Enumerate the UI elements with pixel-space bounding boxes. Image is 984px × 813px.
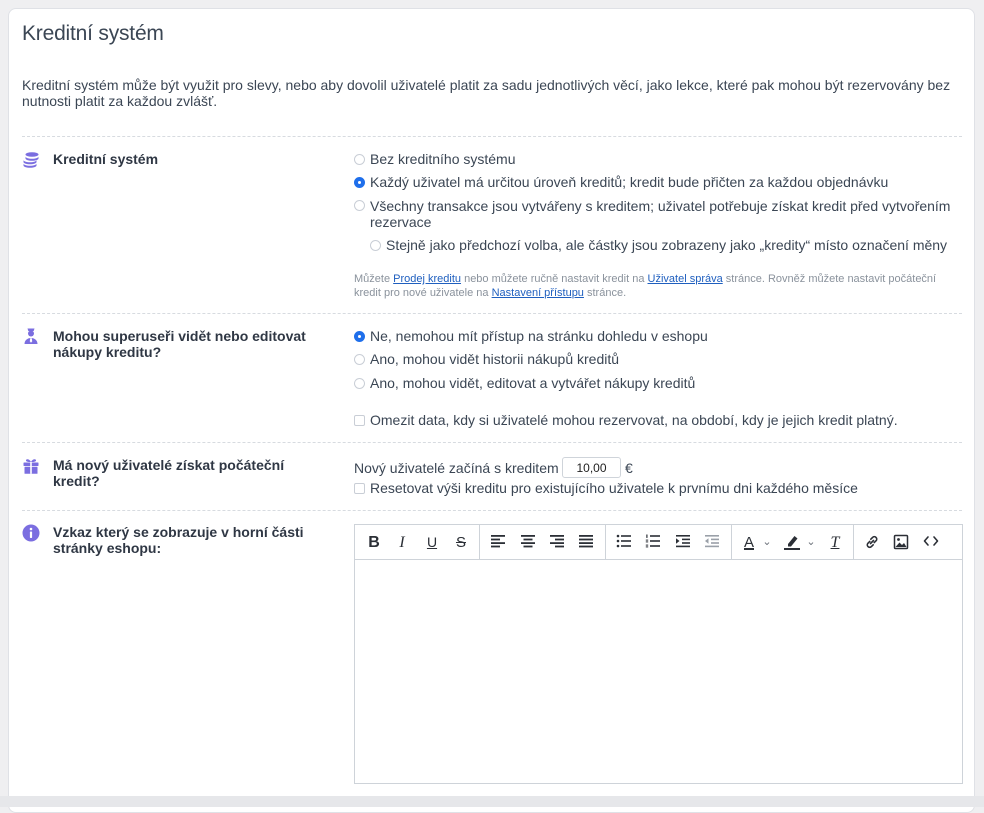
option-superusers-no-access[interactable]: Ne, nemohou mít přístup na stránku dohledu v eshopu — [370, 328, 708, 344]
page-bottom-edge — [0, 796, 984, 807]
underline-button[interactable]: U — [426, 534, 438, 550]
link-access-settings[interactable]: Nastavení přístupu — [491, 287, 584, 299]
coins-icon — [22, 151, 40, 169]
checkbox-reset-monthly[interactable] — [354, 483, 365, 494]
toolbar-separator — [731, 525, 732, 559]
radio-all-transactions-credit[interactable] — [354, 200, 365, 211]
note-text: Můžete — [354, 273, 394, 285]
initial-credit-label: Má nový uživatelé získat počáteční kredit? — [53, 457, 285, 489]
option-superusers-edit[interactable]: Ano, mohou vidět, editovat a vytvářet nákupy kreditů — [370, 375, 696, 391]
radio-superusers-no-access[interactable] — [354, 331, 365, 342]
user-tie-icon — [22, 327, 40, 345]
message-label: Vzkaz který se zobrazuje v horní části stránky eshopu: — [53, 524, 304, 556]
note-text: stránce. Rovněž můžete nastavit počáteční kredit pro nové uživatele na — [354, 273, 937, 299]
outdent-icon[interactable] — [703, 534, 721, 551]
option-credit-per-order[interactable]: Každý uživatel má určitou úroveň kreditů; kredit bude přičten za každou objednávku — [370, 174, 889, 190]
option-no-credit[interactable]: Bez kreditního systému — [370, 151, 516, 167]
radio-superusers-view[interactable] — [354, 354, 365, 365]
toolbar-separator — [853, 525, 854, 559]
image-icon[interactable] — [892, 534, 910, 551]
currency-symbol: € — [625, 460, 633, 476]
editor-toolbar — [355, 525, 962, 560]
credit-system-label: Kreditní systém — [53, 151, 159, 167]
link-credit-sale[interactable]: Prodej kreditu — [393, 273, 462, 285]
intro-text: Kreditní systém může být využit pro slevy, nebo aby dovolil uživatelé platit za sadu jednotlivých věcí, jako lekce, které pak mohou být rezervovány bez nutnosti platit za každou zvlášť. — [22, 77, 951, 109]
starts-with-label: Nový uživatelé začíná s kreditem — [354, 460, 559, 476]
chevron-down-icon[interactable]: ⌄ — [806, 536, 816, 548]
bullet-list-icon[interactable] — [615, 534, 633, 551]
initial-credit-input[interactable] — [562, 457, 621, 478]
text-color-button[interactable]: A — [743, 534, 754, 551]
option-all-transactions-credit[interactable]: Všechny transakce jsou vytvářeny s kreditem; uživatel potřebuje získat kredit před vytvořením rezervace — [370, 198, 951, 230]
note-text: stránce. — [583, 287, 627, 299]
align-right-icon[interactable] — [548, 534, 566, 551]
italic-button[interactable]: I — [399, 534, 405, 551]
code-view-icon[interactable] — [922, 534, 940, 551]
bold-button[interactable]: B — [368, 534, 380, 551]
radio-display-as-credits[interactable] — [370, 240, 381, 251]
divider — [22, 136, 962, 137]
strikethrough-button[interactable]: S — [455, 534, 466, 551]
superusers-label: Mohou superuseři vidět nebo editovat nákupy kreditu? — [53, 328, 306, 360]
align-left-icon[interactable] — [489, 534, 507, 551]
rich-text-editor — [354, 524, 963, 784]
option-superusers-view[interactable]: Ano, mohou vidět historii nákupů kreditů — [370, 351, 620, 367]
link-user-management[interactable]: Uživatel správa — [647, 273, 723, 285]
link-icon[interactable] — [863, 534, 881, 551]
toolbar-separator — [605, 525, 606, 559]
credit-help-note — [354, 272, 964, 300]
checkbox-limit-dates[interactable] — [354, 415, 365, 426]
page-title: Kreditní systém — [22, 22, 164, 45]
radio-superusers-edit[interactable] — [354, 378, 365, 389]
align-justify-icon[interactable] — [577, 534, 595, 551]
limit-dates-label[interactable]: Omezit data, kdy si uživatelé mohou rezervovat, na období, kdy je jejich kredit platný. — [370, 412, 898, 428]
option-display-as-credits[interactable]: Stejně jako předchozí volba, ale částky jsou zobrazeny jako „kredity“ místo označení měny — [386, 237, 948, 253]
divider — [22, 510, 962, 511]
indent-icon[interactable] — [674, 534, 692, 551]
numbered-list-icon[interactable] — [644, 534, 662, 551]
gift-icon — [22, 457, 40, 475]
align-center-icon[interactable] — [519, 534, 537, 551]
info-circle-icon — [22, 524, 40, 542]
reset-monthly-label[interactable]: Resetovat výši kreditu pro existujícího uživatele k prvnímu dni každého měsíce — [370, 480, 858, 496]
toolbar-separator — [479, 525, 480, 559]
divider — [22, 313, 962, 314]
divider — [22, 442, 962, 443]
editor-content-area[interactable] — [355, 560, 962, 783]
radio-no-credit[interactable] — [354, 154, 365, 165]
chevron-down-icon[interactable]: ⌄ — [762, 536, 772, 548]
radio-credit-per-order[interactable] — [354, 177, 365, 188]
clear-format-button[interactable]: T — [830, 534, 840, 551]
note-text: nebo můžete ručně nastavit kredit na — [461, 273, 648, 285]
highlight-color-icon[interactable] — [783, 534, 801, 551]
